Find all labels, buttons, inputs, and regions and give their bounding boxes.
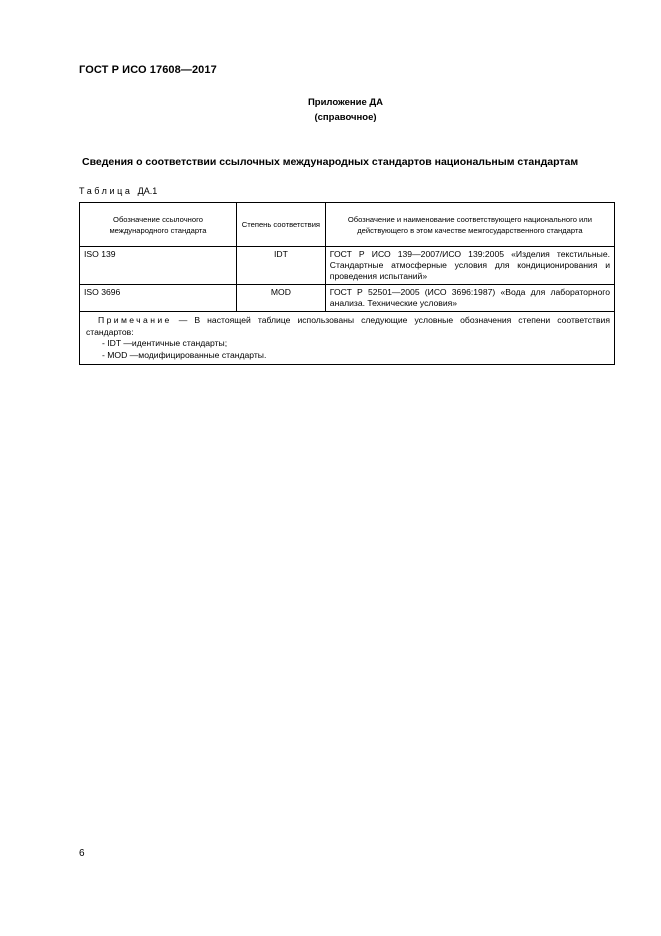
section-heading: Сведения о соответствии ссылочных международных стандартов национальным стандартам: [82, 156, 579, 168]
column-header-national-standard: Обозначение и наименование соответствующего национального или действующего в этом качестве межгосударственного стандарта: [325, 203, 614, 247]
table-caption-number: ДА.1: [137, 186, 158, 196]
table-note: [80, 312, 615, 365]
document-header: ГОСТ Р ИСО 17608—2017: [79, 64, 217, 76]
column-header-degree: Степень соответствия: [236, 203, 325, 247]
note-item-idt: - IDT —идентичные стандарты;: [102, 338, 228, 348]
degree-cell: IDT: [236, 247, 325, 285]
table-header-row: [80, 203, 615, 247]
table-caption-label: Таблица: [79, 186, 133, 196]
table-caption: [79, 186, 157, 196]
table-note-row: [80, 312, 615, 365]
correspondence-table: [79, 202, 615, 365]
table-row: [80, 285, 615, 312]
national-standard-cell: ГОСТ Р 52501—2005 (ИСО 3696:1987) «Вода для лабораторного анализа. Технические условия»: [325, 285, 614, 312]
intl-standard-cell: ISO 139: [80, 247, 237, 285]
note-item-mod: - MOD —модифицированные стандарты.: [102, 349, 267, 360]
appendix-title: [0, 95, 661, 125]
appendix-type: (справочное): [314, 112, 377, 123]
national-standard-cell: ГОСТ Р ИСО 139—2007/ИСО 139:2005 «Изделия текстильные. Стандартные атмосферные условия для кондиционирования и проведения испытаний»: [325, 247, 614, 285]
appendix-label: Приложение ДА: [307, 97, 384, 108]
intl-standard-cell: ISO 3696: [80, 285, 237, 312]
column-header-intl-standard: Обозначение ссылочного международного стандарта: [80, 203, 237, 247]
note-label: Примечание: [98, 315, 172, 325]
page-number: 6: [79, 848, 85, 859]
table-row: [80, 247, 615, 285]
note-text: — В настоящей таблице использованы следующие условные обозначения степени соответствия стандартов:: [86, 315, 610, 337]
degree-cell: MOD: [236, 285, 325, 312]
